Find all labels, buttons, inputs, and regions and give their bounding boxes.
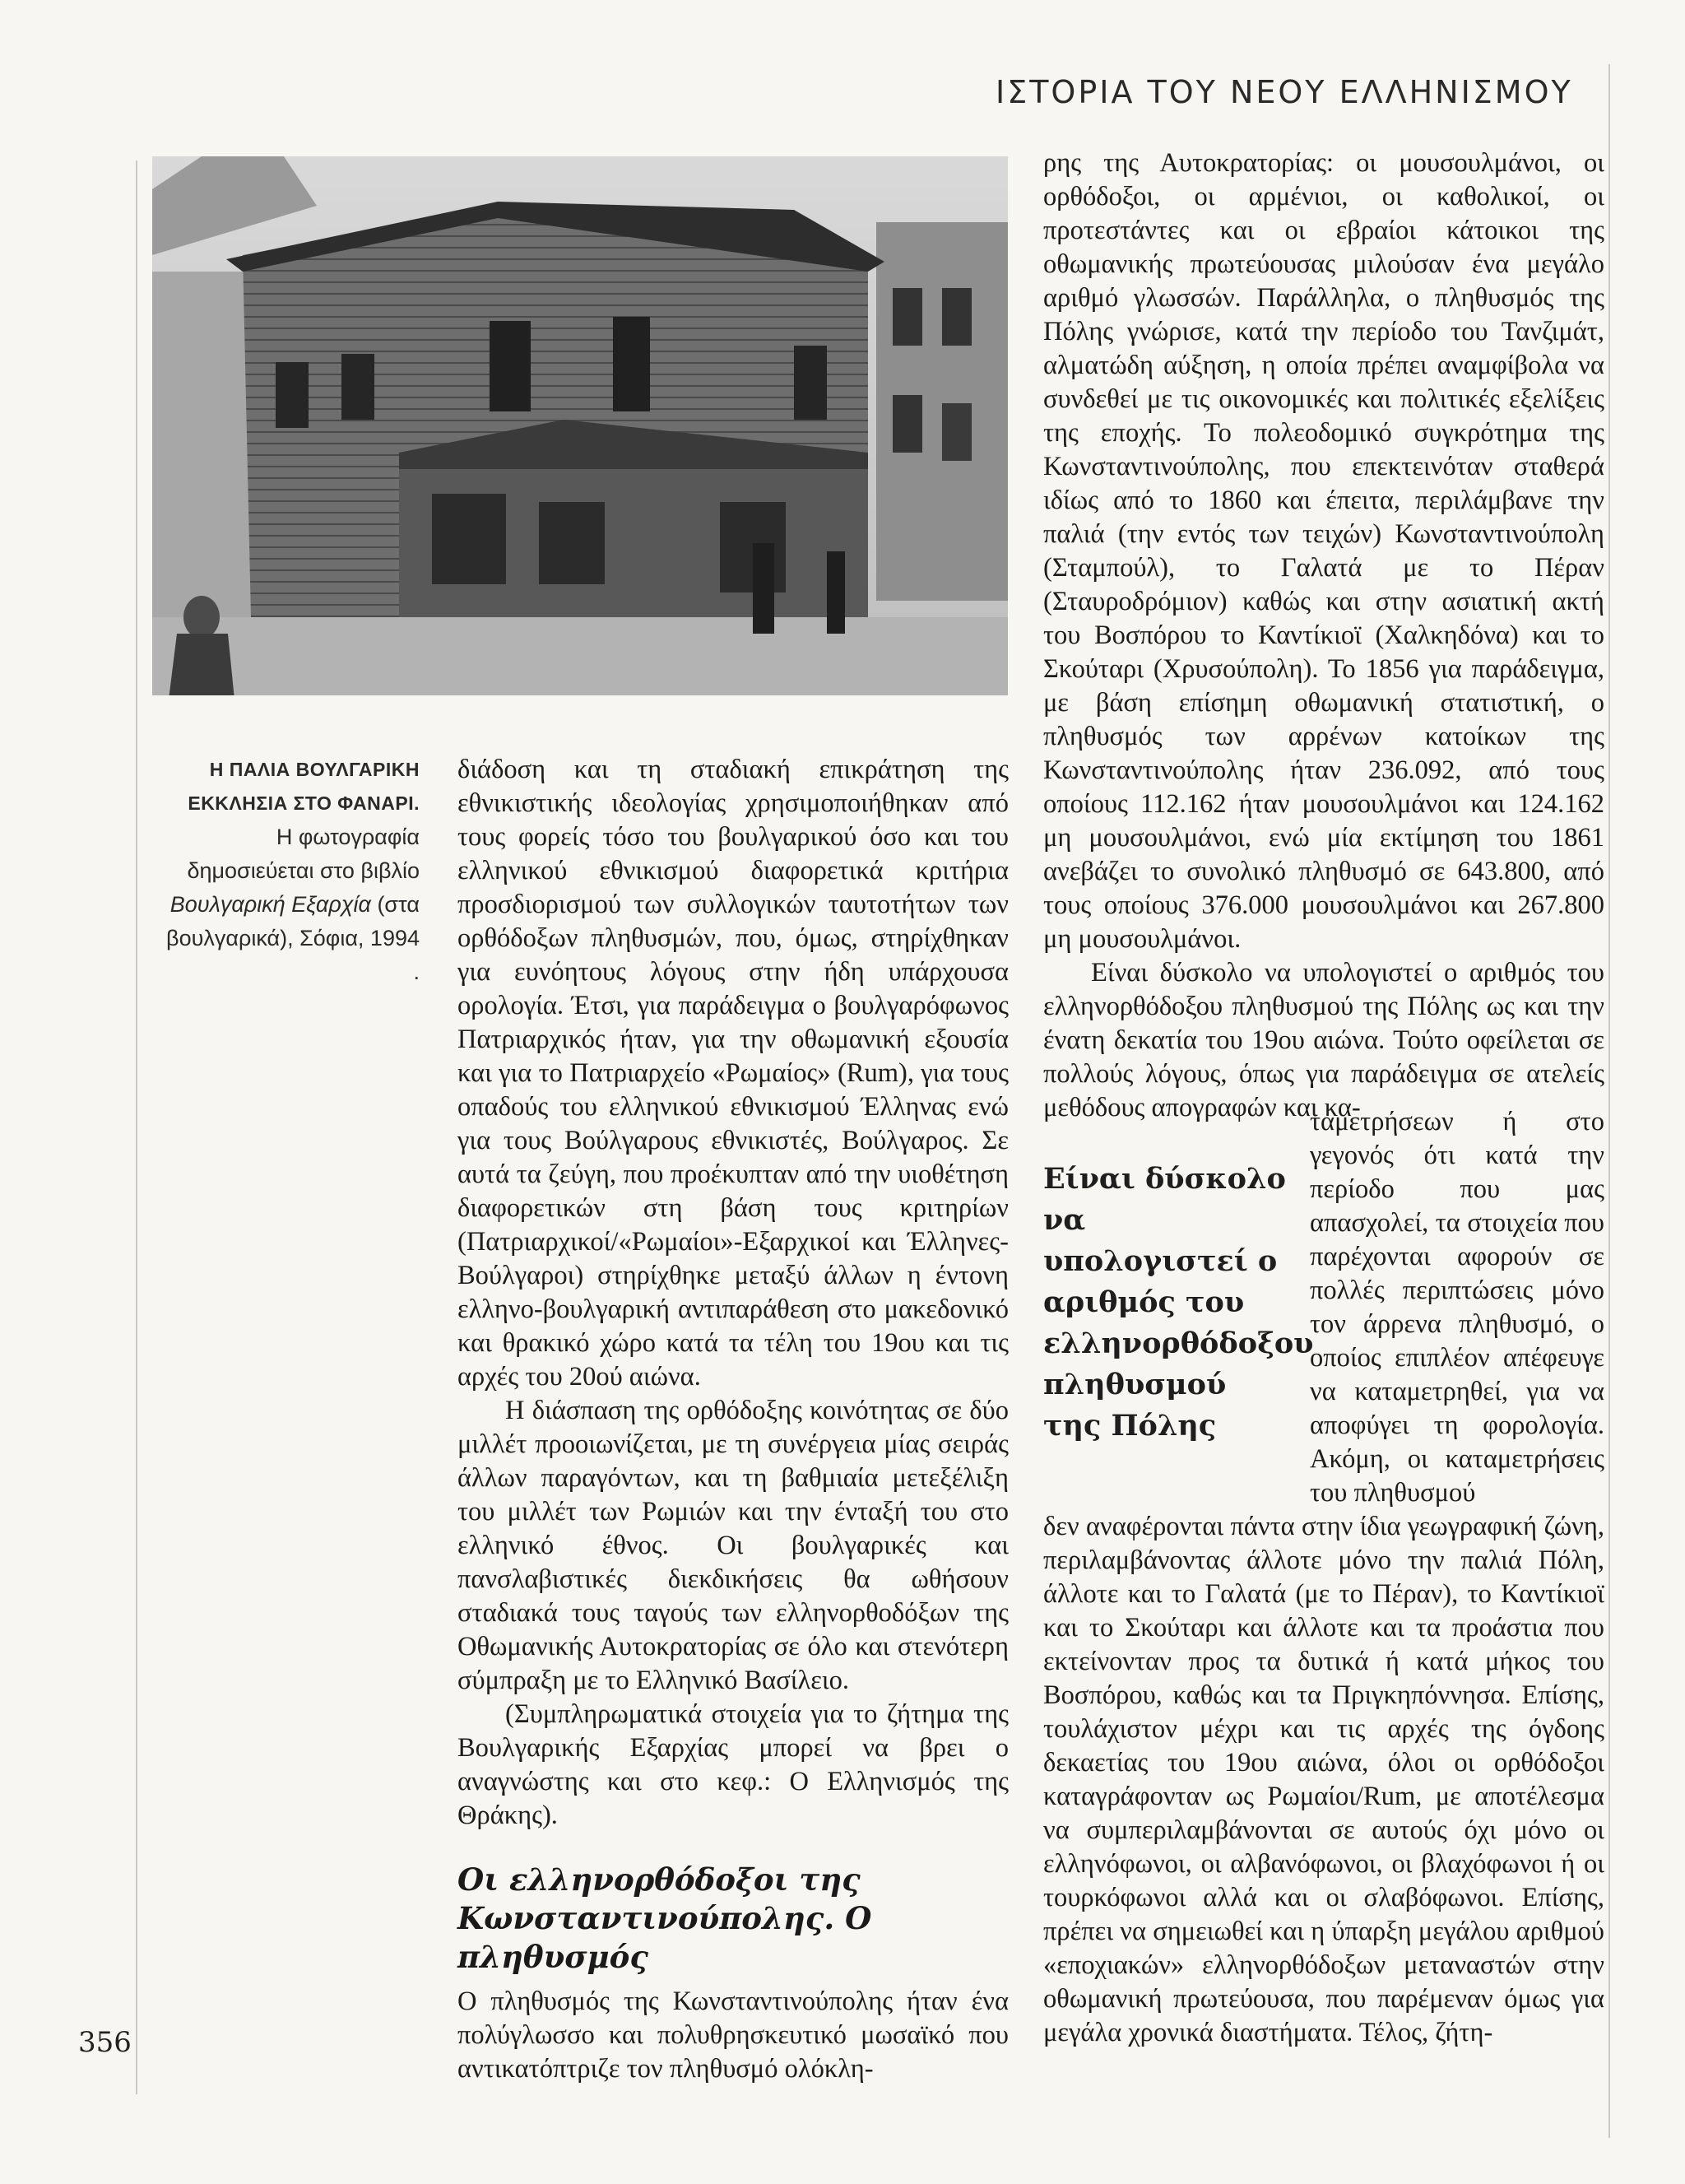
page-number: 356 bbox=[78, 2026, 132, 2059]
paragraph: ρης της Αυτοκρατορίας: οι μουσουλμάνοι, οι ορθόδοξοι, οι αρμένιοι, οι καθολικοί, οι προτεστάντες και οι εβραίοι κάτοικοι της οθωμανικής πρωτεύουσας μιλούσαν ένα μεγάλο αριθμό γλωσσών. Παράλληλα, ο πληθυσμός της Πόλης γνώρισε, κατά την περίοδο του Τανζιμάτ, αλματώδη αύξηση, η οποία πρέπει αναμφίβολα να συνδεθεί με τις οικονομικές και πολιτικές εξελίξεις της εποχής. Το πολεοδομικό συγκρότημα της Κωνσταντινούπολης, που επεκτεινόταν σταθερά ιδίως από το 1860 και έπειτα, περιλάμβανε την παλιά (την εντός των τειχών) Κωνσταντινούπολη (Σταμπούλ), το Γαλατά με το Πέραν (Σταυροδρόμιον) καθώς και στην ασιατική ακτή του Βοσπόρου το Καντίκιοϊ (Χαλκηδόνα) και το Σκούταρι (Χρυσούπολη). Το 1856 για παράδειγμα, με βάση επίσημη οθωμανική στατιστική, ο πληθυσμός των αρρένων κατοίκων της Κωνσταντινούπολης ήταν 236.092, από τους οποίους 112.162 ήταν μουσουλμάνοι και 124.162 μη μουσουλμάνοι, ενώ μία εκτίμηση του 1861 ανεβάζει το συνολικό πληθυσμό σε 643.800, από τους οποίους 376.000 μουσουλμάνοι και 267.800 μη μουσουλμάνοι. bbox=[1043, 148, 1604, 954]
caption-text: Η φωτογραφία δημοσιεύεται στο βιβλίο bbox=[187, 825, 420, 883]
paragraph: διάδοση και τη σταδιακή επικράτηση της εθνικιστικής ιδεολογίας χρησιμοποιήθηκαν από τους φορείς τόσο του βουλγαρικού όσο και του ελληνικού εθνικισμού διαφορετικά κριτήρια προσδιορισμού των συλλογικών ταυτοτήτων των ορθόδοξων πληθυσμών, που, όμως, στηρίχθηκαν για ευνόητους λόγους στην ήδη υπάρχουσα ορολογία. Έτσι, για παράδειγμα ο βουλγαρόφωνος Πατριαρχικός ήταν, για την οθωμανική εξουσία και για το Πατριαρχείο «Ρωμαίος» (Rum), για τους οπαδούς του ελληνικού εθνικισμού Έλληνας ενώ για τους Βούλγαρους εθνικιστές, Βούλγαρος. Σε αυτά τα ζεύγη, που προέκυπταν από την υιοθέτηση διαφορετικών στη βάση τους κριτηρίων (Πατριαρχικοί/«Ρωμαίοι»-Εξαρχικοί και Έλληνες-Βούλγαροι) στηρίχθηκε μεταξύ άλλων η έντονη ελληνο-βουλγαρική αντιπαράθεση στο μακεδονικό και θρακικό χώρο κατά τα τέλη του 19ου και τις αρχές του 20ού αιώνα. bbox=[457, 755, 1009, 1392]
paragraph: Είναι δύσκολο να υπολογιστεί ο αριθμός του ελληνορθόδοξου πληθυσμού της Πόλης ως και την ένατη δεκατία του 19ου αιώνα. Τούτο οφείλεται σε πολλούς λόγους, όπως για παράδειγμα σε ατελείς μεθόδους απογραφών και κα- bbox=[1043, 958, 1604, 1122]
middle-column bbox=[457, 753, 1009, 2086]
caption-text-end: (στα βουλγαρικά), Σόφια, 1994 . bbox=[166, 892, 420, 984]
photo-caption bbox=[156, 753, 420, 989]
right-column-narrow bbox=[1310, 1105, 1604, 1510]
paragraph: Η διάσπαση της ορθόδοξης κοινότητας σε δύο μιλλέτ προοιωνίζεται, με τη συνέργεια μίας σειράς άλλων παραγόντων, και τη βαθμιαία μετεξέλιξη του μιλλέτ των Ρωμιών και την ένταξή του στο ελληνικό έθνος. Οι βουλγαρικές και πανσλαβιστικές διεκδικήσεις θα ωθήσουν σταδιακά τους ταγούς των ελληνορθοδόξων της Οθωμανικής Αυτοκρατορίας σε όλο και στενότερη σύμπραξη με το Ελληνικό Βασίλειο. bbox=[457, 1396, 1009, 1695]
left-margin-rule bbox=[136, 160, 137, 2094]
paragraph: Ο πληθυσμός της Κωνσταντινούπολης ήταν ένα πολύγλωσσο και πολυθρησκευτικό μωσαϊκό που αντικατόπτριζε τον πληθυσμό ολόκλη- bbox=[457, 1987, 1009, 2084]
caption-book-title: Βουλγαρική Εξαρχία bbox=[169, 892, 371, 917]
right-column-top bbox=[1043, 146, 1604, 1125]
pull-quote: Είναι δύσκολο να υπολογιστεί ο αριθμός του ελληνορθόδοξου πληθυσμού της Πόλης bbox=[1043, 1162, 1314, 1443]
running-title: ΙΣΤΟΡΙΑ ΤΟΥ ΝΕΟΥ ΕΛΛΗΝΙΣΜΟΥ bbox=[996, 74, 1573, 110]
paragraph: ταμετρήσεων ή στο γεγονός ότι κατά την περίοδο που μας απασχολεί, τα στοιχεία που παρέχονται αφορούν σε πολλές περιπτώσεις μόνο τον άρρενα πληθυσμό, ο οποίος επιπλέον απέφευγε να καταμετρηθεί, για να αποφύγει τη φορολογία. Ακόμη, οι καταμετρήσεις του πληθυσμού bbox=[1310, 1107, 1604, 1508]
caption-title: Η ΠΑΛΙΑ ΒΟΥΛΓΑΡΙΚΗ ΕΚΚΛΗΣΙΑ ΣΤΟ ΦΑΝΑΡΙ. bbox=[188, 759, 420, 814]
right-column-bottom bbox=[1043, 1510, 1604, 2050]
section-heading: Οι ελληνορθόδοξοι της Κωνσταντινούπολης. Ο πληθυσμός bbox=[457, 1861, 872, 1975]
historical-photo-bulgarian-church bbox=[152, 156, 1008, 695]
paragraph: δεν αναφέρονται πάντα στην ίδια γεωγραφική ζώνη, περιλαμβάνοντας άλλοτε μόνο την παλιά Πόλη, άλλοτε και το Γαλατά (με το Πέραν), το Καντίκιοϊ και το Σκούταρι και άλλοτε και τα προάστια που εκτείνονταν προς τα δυτικά ή κατά μήκος του Βοσπόρου, καθώς και τα Πριγκηπόννησα. Επίσης, τουλάχιστον μέχρι και τις αρχές της όγδοης δεκαετίας του 19ου αιώνα, όλοι οι ορθόδοξοι καταγράφονταν ως Ρωμαίοι/Rum, με αποτέλεσμα να συμπεριλαμβάνονται σε αυτούς όχι μόνο οι ελληνόφωνοι, οι αλβανόφωνοι, οι βλαχόφωνοι ή οι τουρκόφωνοι αλλά και οι σλαβόφωνοι. Επίσης, πρέπει να σημειωθεί και η ύπαρξη μεγάλου αριθμού «εποχιακών» ελληνορθόδοξων μεταναστών στην οθωμανική πρωτεύουσα, που παρέμεναν όμως για μεγάλα χρονικά διαστήματα. Τέλος, ζήτη- bbox=[1043, 1512, 1604, 2047]
right-margin-rule bbox=[1608, 64, 1610, 2138]
paragraph: (Συμπληρωματικά στοιχεία για το ζήτημα της Βουλγαρικής Εξαρχίας μπορεί να βρει ο αναγνώστης και στο κεφ.: Ο Ελληνισμός της Θράκης). bbox=[457, 1699, 1009, 1830]
